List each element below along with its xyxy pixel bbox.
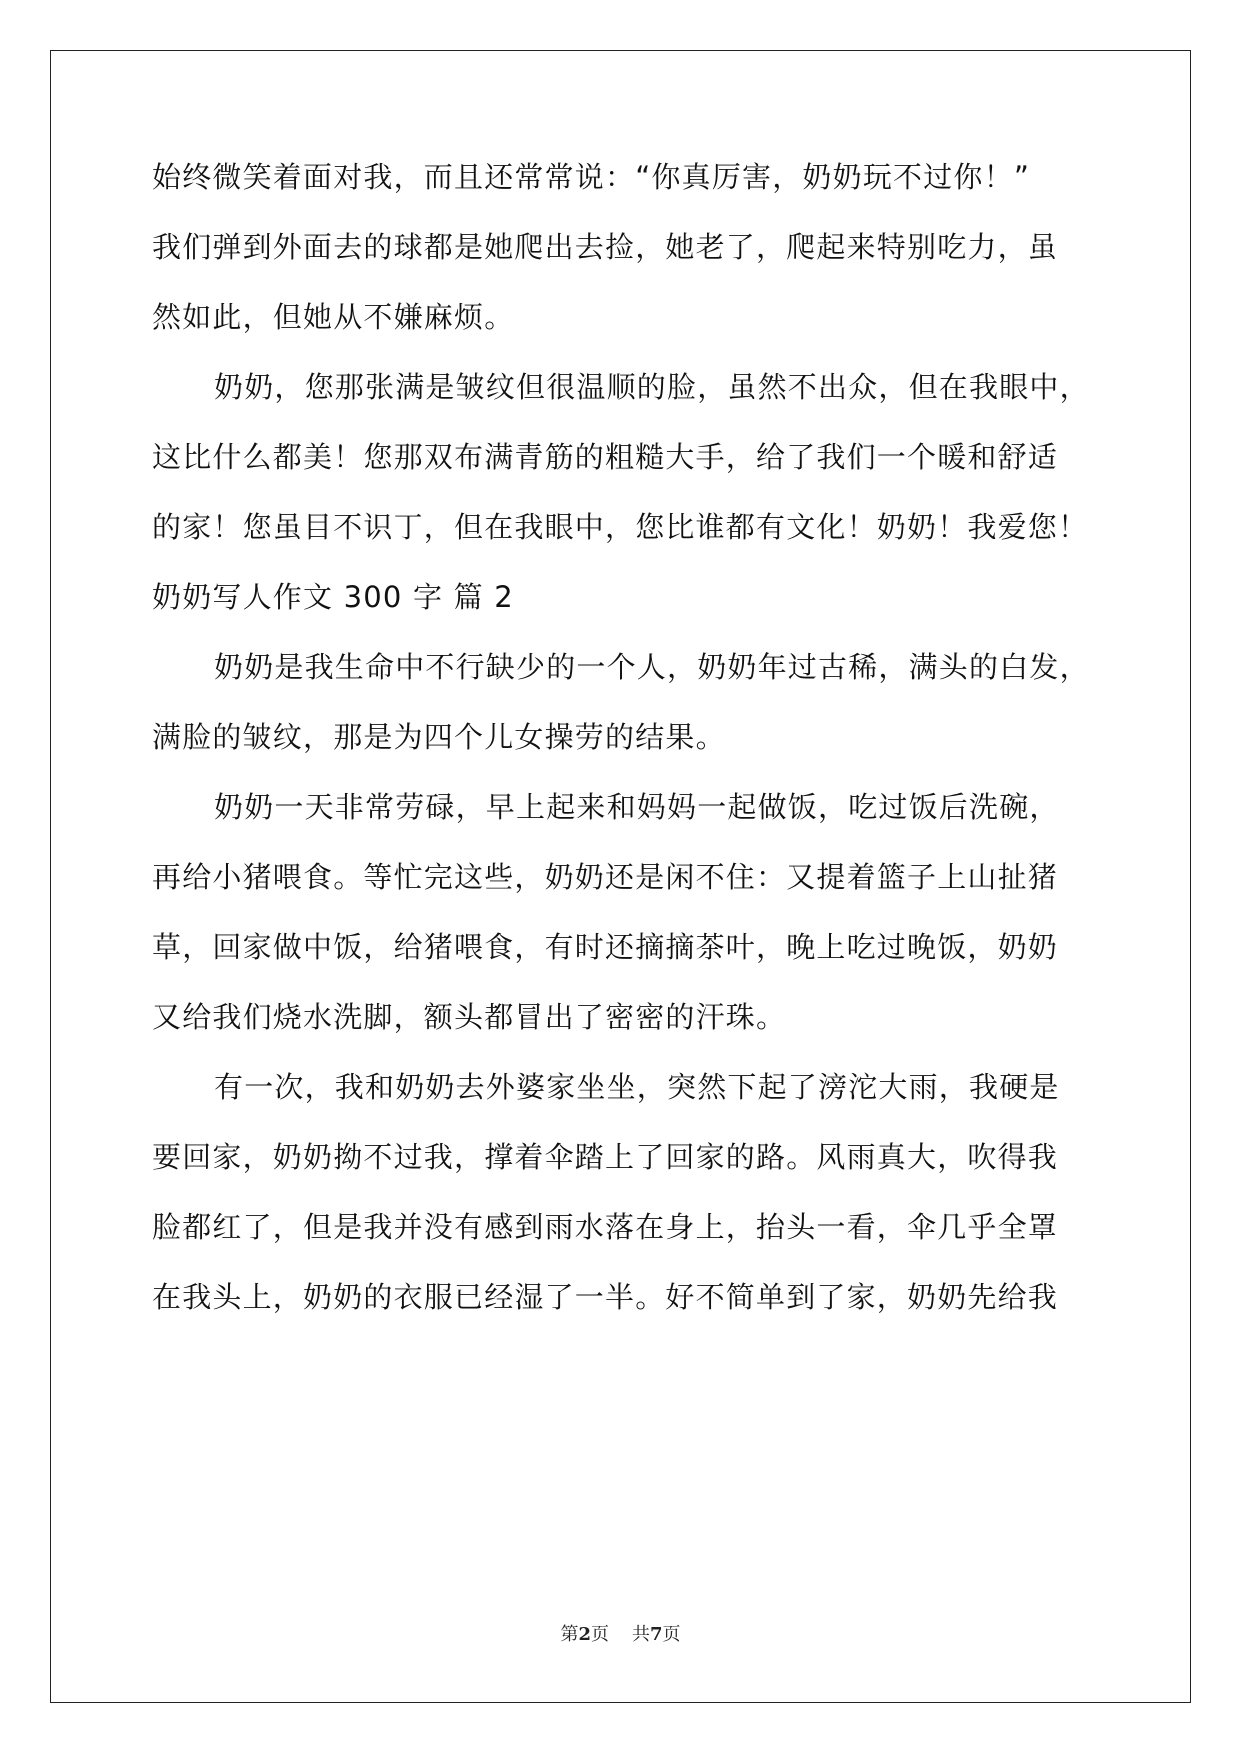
page-suffix: 页 xyxy=(591,1624,610,1645)
text-line: 我们弹到外面去的球都是她爬出去捡，她老了，爬起来特别吃力，虽 xyxy=(152,230,1059,264)
text-line: 又给我们烧水洗脚，额头都冒出了密密的汗珠。 xyxy=(152,1000,787,1034)
page-prefix: 第 xyxy=(560,1624,579,1645)
page-footer xyxy=(0,1624,1241,1646)
text-line: 满脸的皱纹，那是为四个儿女操劳的结果。 xyxy=(152,720,726,754)
total-suffix: 页 xyxy=(662,1624,681,1645)
text-line: 要回家，奶奶拗不过我，撑着伞踏上了回家的路。风雨真大，吹得我 xyxy=(152,1140,1059,1174)
section-heading: 奶奶写人作文 300 字 篇 2 xyxy=(152,580,514,614)
text-line: 然如此，但她从不嫌麻烦。 xyxy=(152,300,515,334)
text-line: 的家！您虽目不识丁，但在我眼中，您比谁都有文化！奶奶！我爱您！ xyxy=(152,510,1089,544)
page-number: 2 xyxy=(578,1624,592,1645)
text-line: 始终微笑着面对我，而且还常常说：“你真厉害，奶奶玩不过你！” xyxy=(152,160,1031,194)
text-line: 脸都红了，但是我并没有感到雨水落在身上，抬头一看，伞几乎全罩 xyxy=(152,1210,1059,1244)
text-line: 草，回家做中饭，给猪喂食，有时还摘摘茶叶，晚上吃过晚饭，奶奶 xyxy=(152,930,1059,964)
paragraph-start-line: 奶奶是我生命中不行缺少的一个人，奶奶年过古稀，满头的白发， xyxy=(214,650,1090,684)
text-line: 这比什么都美！您那双布满青筋的粗糙大手，给了我们一个暖和舒适 xyxy=(152,440,1059,474)
total-pages: 7 xyxy=(649,1624,663,1645)
paragraph-start-line: 奶奶，您那张满是皱纹但很温顺的脸，虽然不出众，但在我眼中， xyxy=(214,370,1090,404)
paragraph-start-line: 奶奶一天非常劳碌，早上起来和妈妈一起做饭，吃过饭后洗碗， xyxy=(214,790,1060,824)
text-line: 在我头上，奶奶的衣服已经湿了一半。好不简单到了家，奶奶先给我 xyxy=(152,1280,1059,1314)
paragraph-start-line: 有一次，我和奶奶去外婆家坐坐，突然下起了滂沱大雨，我硬是 xyxy=(214,1070,1060,1104)
total-prefix: 共 xyxy=(631,1624,650,1645)
text-line: 再给小猪喂食。等忙完这些，奶奶还是闲不住：又提着篮子上山扯猪 xyxy=(152,860,1059,894)
